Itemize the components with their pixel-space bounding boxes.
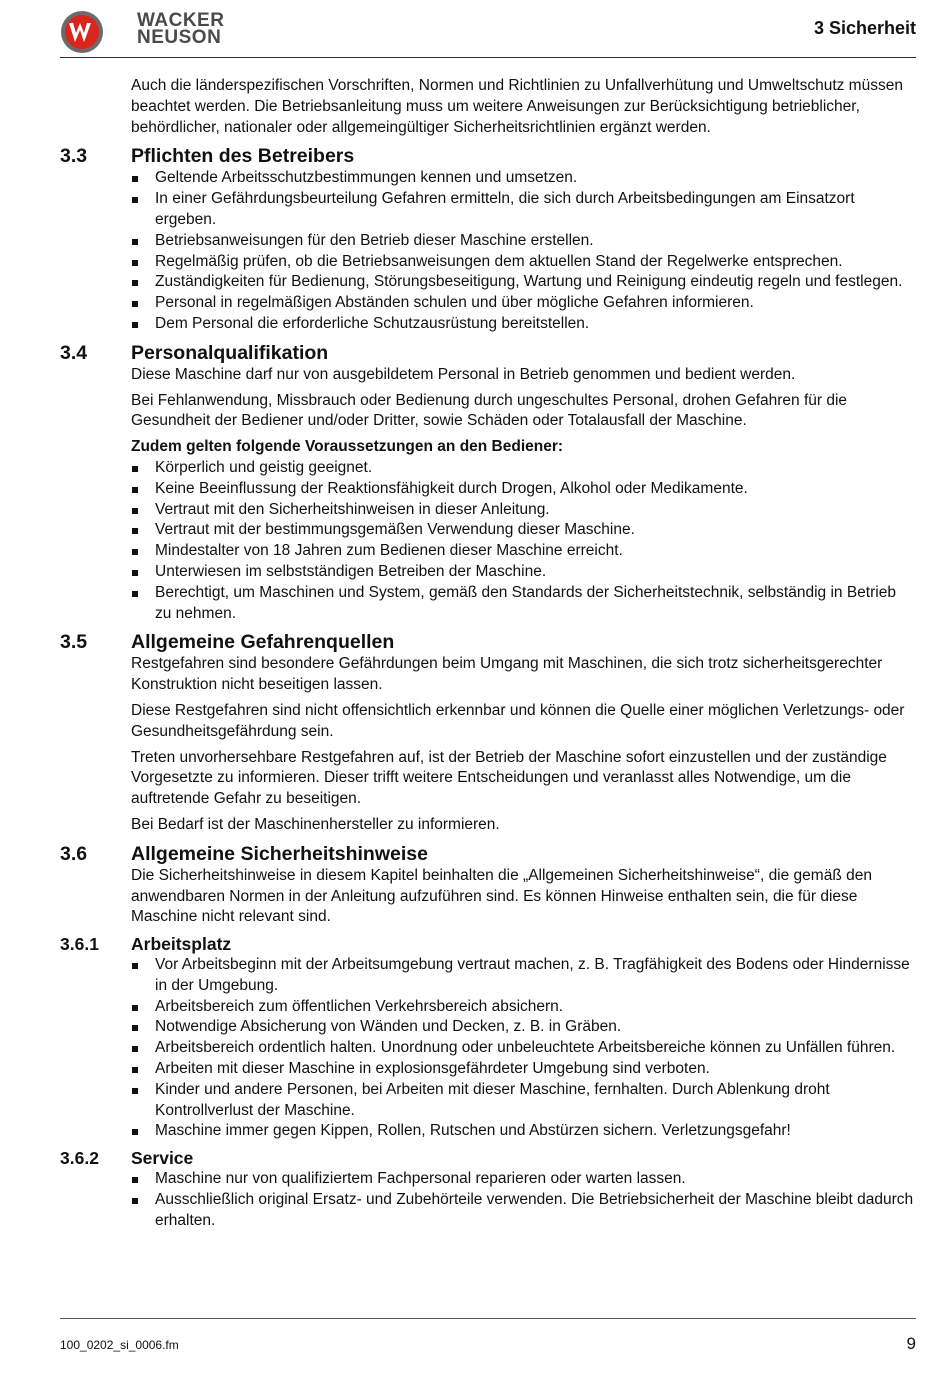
section-heading-3-6-2 [60,1148,916,1169]
page-content [60,76,916,1232]
paragraph: Diese Maschine darf nur von ausgebildetem Personal in Betrieb genommen und bedient werden. [131,365,796,383]
list-item: Vertraut mit den Sicherheitshinweisen in dieser Anleitung. [131,500,916,521]
section-heading-3-4 [60,342,916,365]
paragraph: Bei Fehlanwendung, Missbrauch oder Bedienung durch ungeschultes Personal, drohen Gefahren für die Gesundheit der Bediener und/oder Dritter, sowie Schäden oder Totalausfall der Maschine. [131,391,848,430]
page-number: 9 [906,1334,916,1353]
requirements-heading: Zudem gelten folgende Voraussetzungen an den Bediener: [131,438,564,456]
section-heading-3-5 [60,631,916,654]
list-item: Ausschließlich original Ersatz- und Zubehörteile verwenden. Die Betriebsicherheit der Maschine bleibt dadurch erhalten. [131,1190,916,1232]
paragraph: Die Sicherheitshinweise in diesem Kapitel beinhalten die „Allgemeinen Sicherheitshinweise“, die gemäß den anwendbaren Normen in der Anleitung aufzuführen sind. Es können Hinweise enthalten sein, die für diese Maschine nicht relevant sind. [131,866,872,926]
section-number: 3.6 [60,842,88,865]
list-item: Geltende Arbeitsschutzbestimmungen kennen und umsetzen. [131,168,916,189]
chapter-title: 3 Sicherheit [813,18,916,38]
list-item: Notwendige Absicherung von Wänden und Decken, z. B. in Gräben. [131,1017,916,1038]
section-title: Personalqualifikation [131,341,329,364]
list-item: Zuständigkeiten für Bedienung, Störungsbeseitigung, Wartung und Reinigung eindeutig regeln und festlegen. [131,272,916,293]
list-service [131,1169,916,1231]
list-bediener-voraussetzungen [131,458,916,624]
list-item: Personal in regelmäßigen Abständen schulen und über mögliche Gefahren informieren. [131,293,916,314]
section-title: Service [131,1148,194,1169]
section-number: 3.6.1 [60,934,99,955]
section-heading-3-6 [60,843,916,866]
wacker-neuson-logo-icon [60,10,104,54]
list-item: Maschine immer gegen Kippen, Rollen, Rutschen und Abstürzen sichern. Verletzungsgefahr! [131,1121,916,1142]
list-item: Arbeitsbereich zum öffentlichen Verkehrsbereich absichern. [131,997,916,1018]
paragraph: Diese Restgefahren sind nicht offensichtlich erkennbar und können die Quelle einer möglichen Verletzungs- oder Gesundheitsgefährdung sein. [131,701,905,740]
list-item: Regelmäßig prüfen, ob die Betriebsanweisungen dem aktuellen Stand der Regelwerke entsprechen. [131,252,916,273]
intro-paragraph: Auch die länderspezifischen Vorschriften, Normen und Richtlinien zu Unfallverhütung und Umweltschutz müssen beachtet werden. Die Betriebsanleitung muss um weitere Anweisungen zur Berücksichtigung betrieblicher, behördlicher, nationaler oder allgemeingültiger Sicherheitsrichtlinien ergänzt werden. [131,77,903,136]
list-item: Körperlich und geistig geeignet. [131,458,916,479]
paragraph: Restgefahren sind besondere Gefährdungen beim Umgang mit Maschinen, die sich trotz sicherheitsgerechter Konstruktion nicht beseitigen lassen. [131,655,883,694]
footer-filename: 100_0202_si_0006.fm [60,1338,179,1352]
section-title: Allgemeine Gefahrenquellen [131,631,395,654]
list-item: Kinder und andere Personen, bei Arbeiten mit dieser Maschine, fernhalten. Durch Ablenkung droht Kontrollverlust der Maschine. [131,1080,916,1122]
list-item: Unterwiesen im selbstständigen Betreiben der Maschine. [131,562,916,583]
section-number: 3.4 [60,341,88,364]
section-title: Allgemeine Sicherheitshinweise [131,842,428,865]
list-item: Arbeitsbereich ordentlich halten. Unordnung oder unbeleuchtete Arbeitsbereiche können zu Unfällen führen. [131,1038,916,1059]
section-title: Pflichten des Betreibers [131,145,355,168]
list-item: Keine Beeinflussung der Reaktionsfähigkeit durch Drogen, Alkohol oder Medikamente. [131,479,916,500]
list-item: Vertraut mit der bestimmungsgemäßen Verwendung dieser Maschine. [131,520,916,541]
header-divider [60,57,916,58]
paragraph: Treten unvorhersehbare Restgefahren auf, ist der Betrieb der Maschine sofort einzustellen und der zuständige Vorgesetzte zu informieren. Dieser trifft weitere Entscheidungen und veranlasst alles Notwendige, um die auftretende Gefahr zu beseitigen. [131,748,887,808]
section-title: Arbeitsplatz [131,934,232,955]
paragraph: Bei Bedarf ist der Maschinenhersteller zu informieren. [131,815,500,833]
list-item: Maschine nur von qualifiziertem Fachpersonal reparieren oder warten lassen. [131,1169,916,1190]
footer-divider [60,1318,916,1319]
list-item: Dem Personal die erforderliche Schutzausrüstung bereitstellen. [131,314,916,335]
list-item: Betriebsanweisungen für den Betrieb dieser Maschine erstellen. [131,231,916,252]
section-number: 3.6.2 [60,1148,99,1169]
list-item: Arbeiten mit dieser Maschine in explosionsgefährdeter Umgebung sind verboten. [131,1059,916,1080]
brand-line-2: NEUSON [137,27,222,48]
list-item: Vor Arbeitsbeginn mit der Arbeitsumgebung vertraut machen, z. B. Tragfähigkeit des Bodens oder Hindernisse in der Umgebung. [131,955,916,997]
list-item: Mindestalter von 18 Jahren zum Bedienen dieser Maschine erreicht. [131,541,916,562]
list-arbeitsplatz [131,955,916,1142]
brand-line-1: WACKER [137,10,225,31]
list-item: In einer Gefährdungsbeurteilung Gefahren ermitteln, die sich durch Arbeitsbedingungen am Einsatzort ergeben. [131,189,916,231]
section-number: 3.5 [60,631,88,654]
brand-wordmark [137,12,224,46]
section-number: 3.3 [60,145,88,168]
page-header [0,0,950,60]
list-betreiber-pflichten [131,168,916,334]
list-item: Berechtigt, um Maschinen und System, gemäß den Standards der Sicherheitstechnik, selbständig in Betrieb zu nehmen. [131,583,916,625]
section-heading-3-3 [60,145,916,168]
section-heading-3-6-1 [60,934,916,955]
